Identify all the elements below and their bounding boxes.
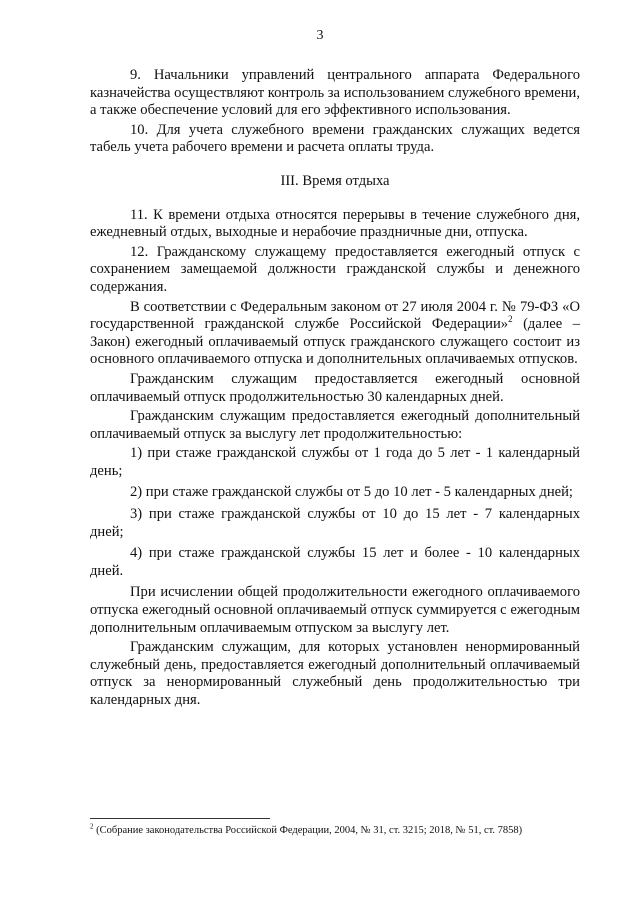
list-item: 2) при стаже гражданской службы от 5 до 10 лет - 5 календарных дней; bbox=[130, 484, 573, 501]
paragraph-basic-leave: Гражданским служащим предоставляется ежегодный основной оплачиваемый отпуск продолжительностью 30 календарных дней. bbox=[90, 370, 580, 405]
paragraph-9: 9. Начальники управлений центрального аппарата Федерального казначейства осуществляют контроль за использованием служебного времени, а также обеспечение условий для его эффективного использования. bbox=[90, 67, 580, 119]
footnote-separator bbox=[90, 818, 270, 819]
law-reference-text: В соответствии с Федеральным законом от 27 июля 2004 г. № 79-ФЗ «О государственной гражданской службе Российской Федерации» bbox=[90, 298, 580, 333]
paragraph-10: 10. Для учета служебного времени гражданских служащих ведется табель учета рабочего времени и расчета оплаты труда. bbox=[90, 121, 580, 156]
footnote-text: (Собрание законодательства Российской Федерации, 2004, № 31, ст. 3215; 2018, № 51, ст. 7858) bbox=[93, 825, 523, 836]
paragraph-additional-leave: Гражданским служащим предоставляется ежегодный дополнительный оплачиваемый отпуск за выслугу лет продолжительностью: bbox=[90, 408, 580, 442]
paragraph-law-reference bbox=[90, 299, 580, 369]
list-item: 4) при стаже гражданской службы 15 лет и более - 10 календарных дней. bbox=[90, 545, 580, 579]
footnote bbox=[90, 824, 590, 837]
footnote-mark: 2 bbox=[90, 822, 94, 831]
paragraph-irregular-day: Гражданским служащим, для которых установлен ненормированный служебный день, предоставляется ежегодный дополнительный оплачиваемый отпуск за ненормированный служебный день продолжительностью три календарных дня. bbox=[90, 639, 580, 708]
paragraph-11: 11. К времени отдыха относятся перерывы в течение служебного дня, ежедневный отдых, выходные и нерабочие праздничные дни, отпуска. bbox=[90, 206, 580, 241]
list-item: 3) при стаже гражданской службы от 10 до 15 лет - 7 календарных дней; bbox=[90, 506, 580, 540]
section-heading: III. Время отдыха bbox=[280, 172, 390, 189]
law-reference-continuation: (далее – Закон) ежегодный оплачиваемый отпуск гражданского служащего состоит из основного оплачиваемого отпуска и дополнительных оплачиваемых отпусков. bbox=[90, 316, 580, 368]
paragraph-12: 12. Гражданскому служащему предоставляется ежегодный отпуск с сохранением замещаемой должности гражданской службы и денежного содержания. bbox=[90, 243, 580, 295]
document-body bbox=[90, 67, 580, 712]
list-item: 1) при стаже гражданской службы от 1 года до 5 лет - 1 календарный день; bbox=[90, 445, 580, 479]
paragraph-total-duration: При исчислении общей продолжительности ежегодного оплачиваемого отпуска ежегодный основной оплачиваемый отпуск суммируется с ежегодным дополнительным оплачиваемым отпуском за выслугу лет. bbox=[90, 584, 580, 636]
page-number: 3 bbox=[316, 28, 324, 43]
footnote-reference-mark: 2 bbox=[508, 314, 513, 325]
